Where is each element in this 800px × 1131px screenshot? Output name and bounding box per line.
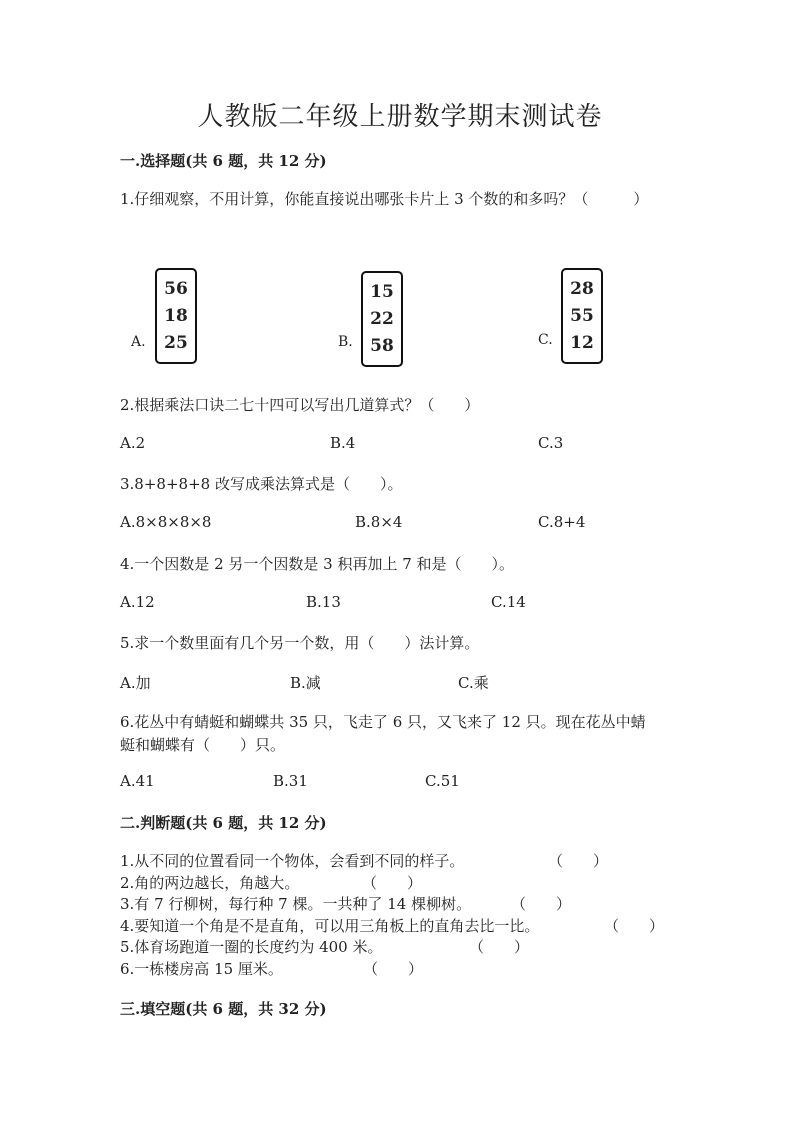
q3-option-c: C.8+4 — [538, 513, 586, 531]
q6-option-c: C.51 — [425, 772, 460, 790]
card-b-number-3: 58 — [370, 335, 394, 356]
card-c-label: C. — [538, 332, 553, 348]
q5-option-b: B.减 — [290, 674, 321, 692]
q4-option-b: B.13 — [306, 593, 341, 611]
card-a-label: A. — [131, 334, 146, 350]
question-5: 5.求一个数里面有几个另一个数，用（ ）法计算。 — [120, 634, 480, 652]
q5-option-c: C.乘 — [458, 674, 489, 692]
question-3: 3.8+8+8+8 改写成乘法算式是（ ）。 — [120, 475, 403, 493]
card-a — [155, 268, 197, 364]
card-b — [361, 271, 403, 367]
card-c — [561, 268, 603, 364]
q4-option-a: A.12 — [120, 593, 155, 611]
question-4: 4.一个因数是 2 另一个因数是 3 积再加上 7 和是（ ）。 — [120, 555, 515, 573]
q5-option-a: A.加 — [120, 674, 151, 692]
question-6-line-1: 6.花丛中有蜻蜓和蝴蝶共 35 只，飞走了 6 只，又飞来了 12 只。现在花丛中蜻 — [120, 713, 646, 731]
section-heading-fill: 三.填空题(共 6 题，共 32 分) — [120, 1000, 327, 1018]
card-a-number-1: 56 — [164, 279, 188, 300]
judge-item-6-answer: （ ） — [363, 960, 424, 978]
judge-item-2: 2.角的两边越长，角越大。 — [120, 874, 300, 892]
q6-option-a: A.41 — [120, 772, 155, 790]
judge-item-1: 1.从不同的位置看同一个物体，会看到不同的样子。 — [120, 852, 465, 870]
card-a-number-3: 25 — [164, 332, 188, 353]
judge-item-1-answer: （ ） — [548, 852, 609, 870]
question-1: 1.仔细观察，不用计算，你能直接说出哪张卡片上 3 个数的和多吗？（ ） — [120, 190, 649, 208]
judge-item-4: 4.要知道一个角是不是直角，可以用三角板上的直角去比一比。 — [120, 917, 540, 935]
q2-option-c: C.3 — [538, 434, 564, 452]
card-c-number-1: 28 — [570, 279, 594, 300]
card-b-label: B. — [338, 334, 353, 350]
judge-item-5-answer: （ ） — [469, 938, 530, 956]
judge-item-4-answer: （ ） — [604, 917, 665, 935]
question-6-line-2: 蜓和蝴蝶有（ ）只。 — [120, 736, 286, 754]
q3-option-b: B.8×4 — [355, 513, 403, 531]
judge-item-2-answer: （ ） — [362, 874, 423, 892]
q6-option-b: B.31 — [273, 772, 308, 790]
judge-item-3: 3.有 7 行柳树，每行种 7 棵。一共种了 14 棵柳树。 — [120, 895, 472, 913]
q2-option-a: A.2 — [120, 434, 146, 452]
judge-item-6: 6.一栋楼房高 15 厘米。 — [120, 960, 283, 978]
card-a-number-2: 18 — [164, 305, 188, 326]
section-heading-judge: 二.判断题(共 6 题，共 12 分) — [120, 814, 327, 832]
q3-option-a: A.8×8×8×8 — [120, 513, 212, 531]
card-c-number-3: 12 — [570, 332, 594, 353]
section-heading-choice: 一.选择题(共 6 题，共 12 分) — [120, 152, 327, 170]
card-c-number-2: 55 — [570, 305, 594, 326]
question-2: 2.根据乘法口诀二七十四可以写出几道算式？（ ） — [120, 396, 480, 414]
judge-item-3-answer: （ ） — [511, 895, 572, 913]
page-title: 人教版二年级上册数学期末测试卷 — [197, 102, 603, 132]
card-b-number-1: 15 — [370, 282, 394, 303]
q4-option-c: C.14 — [491, 593, 526, 611]
q2-option-b: B.4 — [330, 434, 356, 452]
card-b-number-2: 22 — [370, 308, 394, 329]
judge-item-5: 5.体育场跑道一圈的长度约为 400 米。 — [120, 938, 383, 956]
